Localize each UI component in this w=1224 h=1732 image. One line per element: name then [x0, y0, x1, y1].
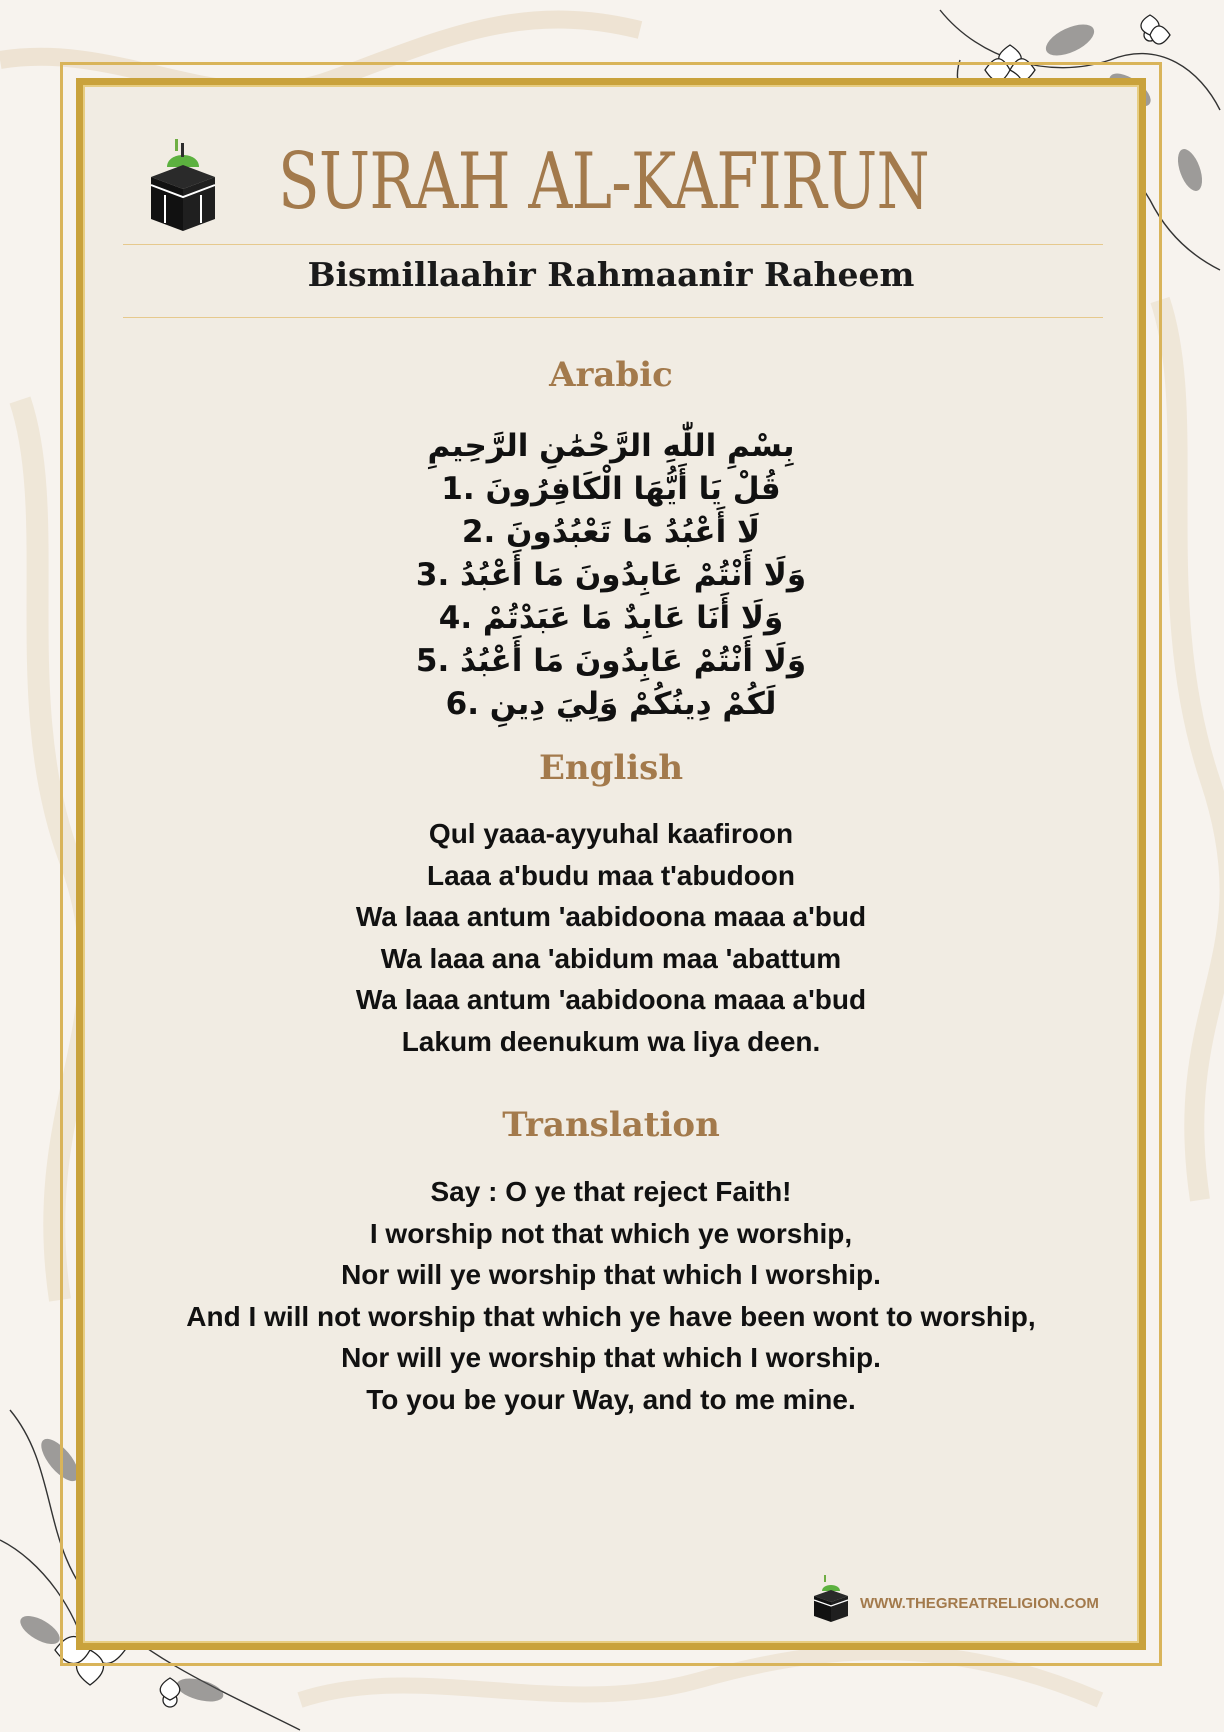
english-line: Laaa a'budu maa t'abudoon — [426, 859, 796, 891]
english-line: Wa laaa ana 'abidum maa 'abattum — [380, 942, 842, 974]
arabic-heading: Arabic — [549, 355, 673, 395]
arabic-line: لَكُمْ دِينُكُمْ وَلِيَ دِينِ .6 — [445, 686, 777, 722]
translation-line: I worship not that which ye worship, — [369, 1217, 853, 1249]
footer-kaaba-icon — [811, 1575, 851, 1623]
arabic-line: وَلَا أَنَا عَابِدٌ مَا عَبَدْتُمْ .4 — [438, 600, 784, 636]
arabic-line: وَلَا أَنْتُمْ عَابِدُونَ مَا أَعْبُدُ .3 — [415, 557, 807, 593]
english-heading: English — [538, 748, 684, 788]
translation-line: Say : O ye that reject Faith! — [430, 1176, 792, 1207]
arabic-line: بِسْمِ اللّٰهِ الرَّحْمَٰنِ الرَّحِيمِ — [427, 428, 795, 464]
translation-heading: Translation — [502, 1105, 720, 1145]
translation-line: Nor will ye worship that which I worship. — [341, 1259, 881, 1290]
page-title: SURAH AL-KAFIRUN — [278, 137, 930, 227]
kaaba-icon — [145, 137, 221, 233]
divider-bottom — [123, 317, 1103, 318]
translation-text — [83, 1171, 1139, 1420]
translation-line: And I will not worship that which ye have been wont to worship, — [186, 1300, 1036, 1332]
english-line: Lakum deenukum wa liya deen. — [401, 1025, 821, 1057]
divider-top — [123, 244, 1103, 245]
translation-line: Nor will ye worship that which I worship. — [341, 1342, 881, 1373]
translation-line: To you be your Way, and to me mine. — [366, 1383, 856, 1415]
arabic-line: لَا أَعْبُدُ مَا تَعْبُدُونَ .2 — [461, 514, 761, 550]
arabic-line: قُلْ يَا أَيُّهَا الْكَافِرُونَ .1 — [441, 471, 781, 507]
footer-website-url[interactable]: WWW.THEGREATRELIGION.COM — [860, 1595, 1099, 1612]
arabic-verses — [83, 425, 1139, 726]
bismillah-subtitle: Bismillaahir Rahmaanir Raheem — [307, 255, 915, 294]
english-transliteration — [83, 813, 1139, 1062]
arabic-line: وَلَا أَنْتُمْ عَابِدُونَ مَا أَعْبُدُ .5 — [415, 643, 807, 679]
english-line: Wa laaa antum 'aabidoona maaa a'bud — [355, 901, 867, 932]
english-line: Wa laaa antum 'aabidoona maaa a'bud — [355, 984, 867, 1015]
content-panel — [76, 78, 1146, 1650]
english-line: Qul yaaa-ayyuhal kaafiroon — [428, 818, 794, 849]
